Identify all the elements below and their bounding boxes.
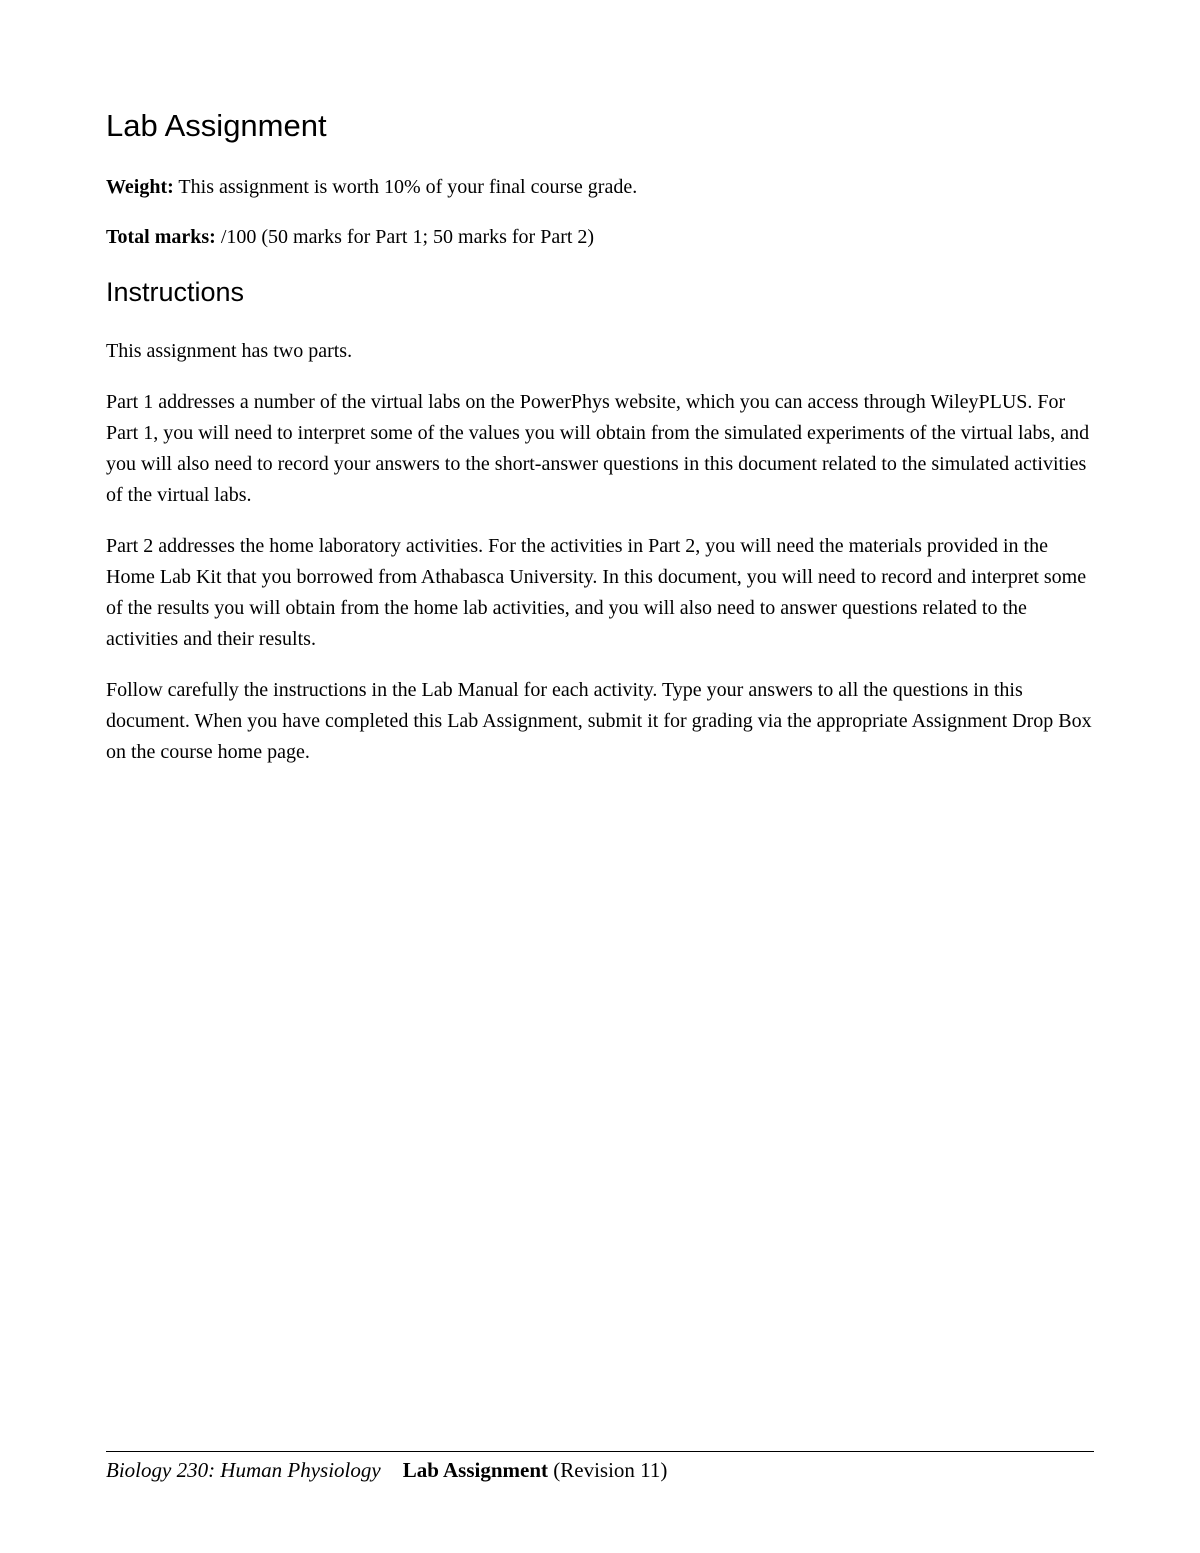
footer-divider [106,1451,1094,1452]
document-page [106,0,1094,1553]
total-marks-line [106,222,594,252]
total-marks-text: /100 (50 marks for Part 1; 50 marks for Part 2) [220,226,595,248]
weight-label: Weight: [106,176,174,198]
instructions-body [106,336,1094,788]
footer-doc-title: Lab Assignment [402,1458,548,1482]
instructions-paragraph: Follow carefully the instructions in the Lab Manual for each activity. Type your answers to all the questions in this document. When you have completed this Lab Assignment, submit it for grading via the appropriate Assignment Drop Box on the course home page. [106,679,1092,763]
footer-course: Biology 230: Human Physiology [106,1458,381,1482]
page-footer [106,1455,667,1485]
weight-text: This assignment is worth 10% of your final course grade. [178,176,638,198]
instructions-heading: Instructions [106,277,245,307]
weight-line [106,172,637,202]
instructions-paragraph: Part 1 addresses a number of the virtual labs on the PowerPhys website, which you can access through WileyPLUS. For Part 1, you will need to interpret some of the values you will obtain from the simulated experiments of the virtual labs, and you will also need to record your answers to the short-answer questions in this document related to the simulated activities of the virtual labs. [106,391,1090,506]
footer-revision: (Revision 11) [553,1458,668,1482]
instructions-paragraph: This assignment has two parts. [106,340,353,362]
total-marks-label: Total marks: [106,226,216,248]
page-title: Lab Assignment [106,108,327,143]
instructions-paragraph: Part 2 addresses the home laboratory activities. For the activities in Part 2, you will need the materials provided in the Home Lab Kit that you borrowed from Athabasca University. In this document, you will need to record and interpret some of the results you will obtain from the home lab activities, and you will also need to answer questions related to the activities and their results. [106,535,1087,650]
